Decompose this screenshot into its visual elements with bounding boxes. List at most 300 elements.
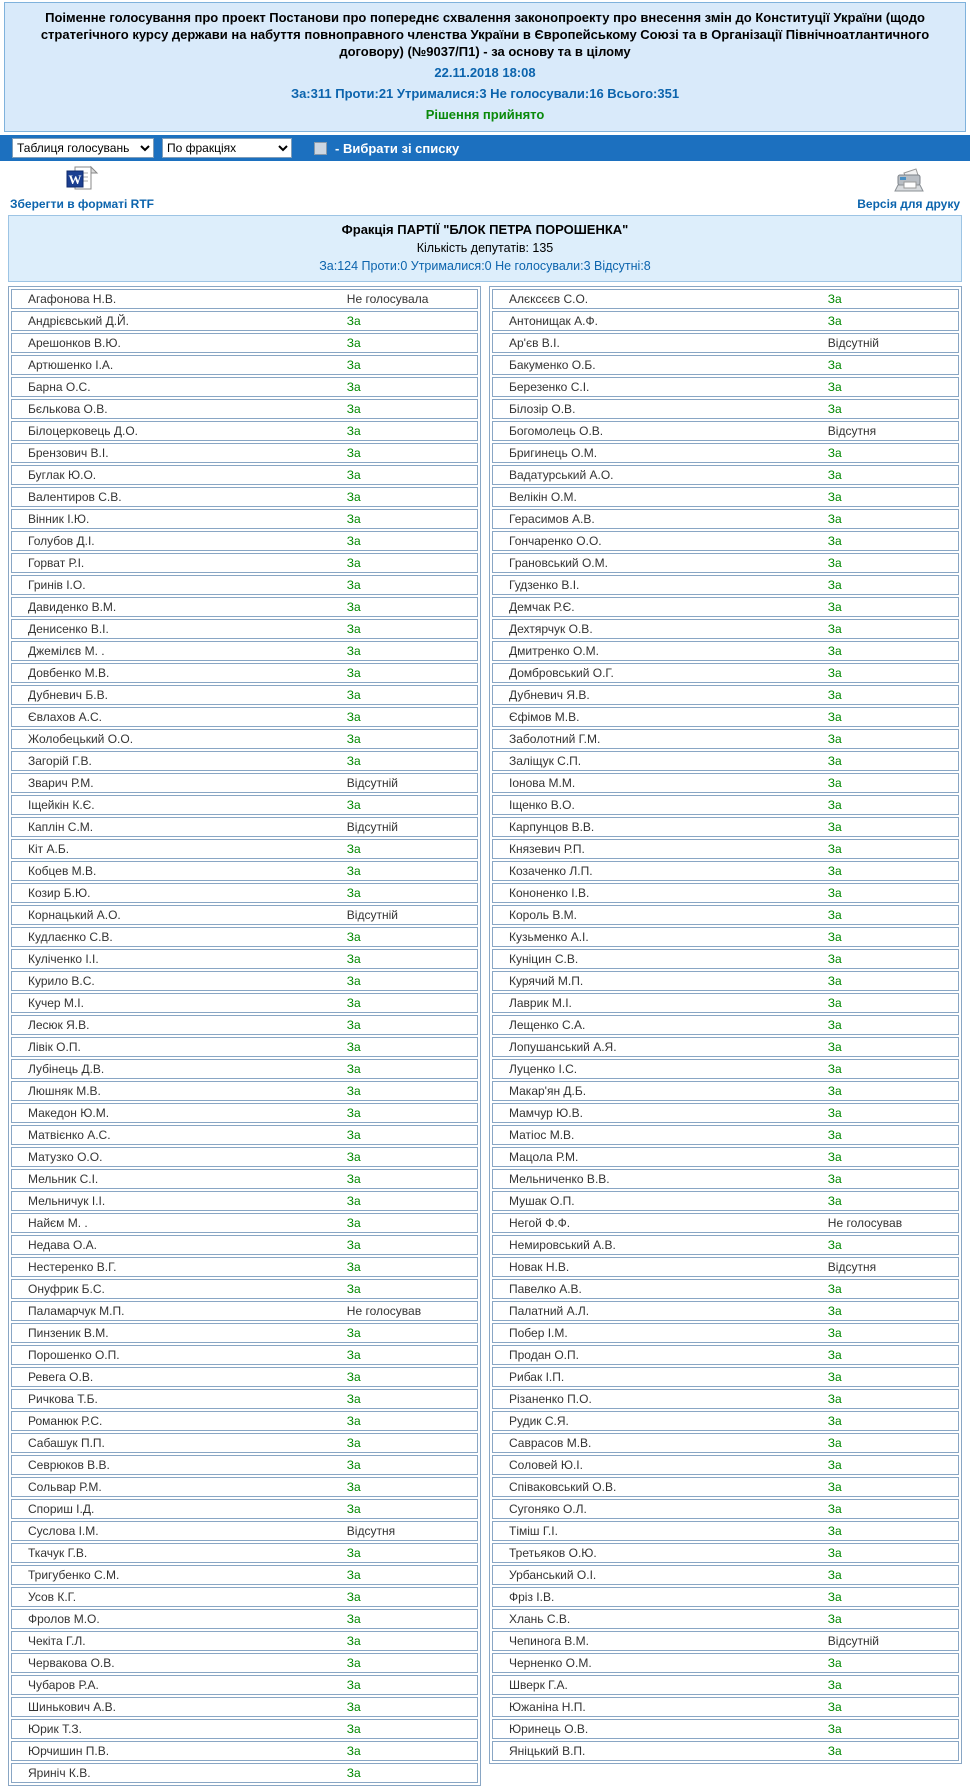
vote-value: За bbox=[346, 1480, 361, 1494]
vote-value: Відсутній bbox=[346, 820, 398, 834]
table-row bbox=[492, 663, 959, 683]
vote-value: За bbox=[827, 1326, 842, 1340]
deputy-name: Джемілєв М. . bbox=[28, 644, 105, 658]
vote-value: За bbox=[827, 1700, 842, 1714]
save-rtf-label: Зберегти в форматі RTF bbox=[10, 197, 155, 211]
table-row bbox=[492, 1697, 959, 1717]
deputy-name: Соловей Ю.І. bbox=[509, 1458, 583, 1472]
vote-value: За bbox=[827, 886, 842, 900]
deputy-name: Куліченко І.І. bbox=[28, 952, 99, 966]
table-row bbox=[11, 1147, 478, 1167]
vote-value: За bbox=[346, 1172, 361, 1186]
vote-value: За bbox=[346, 358, 361, 372]
deputy-name: Южаніна Н.П. bbox=[509, 1700, 586, 1714]
deputy-name: Лівік О.П. bbox=[28, 1040, 81, 1054]
printer-icon bbox=[892, 165, 926, 195]
table-row bbox=[11, 355, 478, 375]
table-row bbox=[492, 1477, 959, 1497]
deputy-name: Артюшенко І.А. bbox=[28, 358, 114, 372]
table-row bbox=[492, 1257, 959, 1277]
table-row bbox=[11, 1389, 478, 1409]
vote-value: За bbox=[827, 490, 842, 504]
vote-value: За bbox=[346, 1744, 361, 1758]
vote-value: За bbox=[346, 336, 361, 350]
table-row bbox=[492, 1367, 959, 1387]
vote-value: За bbox=[827, 1062, 842, 1076]
vote-value: Відсутній bbox=[346, 908, 398, 922]
deputy-name: Сугоняко О.Л. bbox=[509, 1502, 587, 1516]
table-row bbox=[492, 443, 959, 463]
table-row bbox=[492, 1015, 959, 1035]
vote-value: За bbox=[827, 1436, 842, 1450]
vote-value: За bbox=[346, 1656, 361, 1670]
table-row bbox=[492, 1169, 959, 1189]
table-row bbox=[492, 1543, 959, 1563]
vote-value: За bbox=[827, 996, 842, 1010]
deputy-name: Курячий М.П. bbox=[509, 974, 584, 988]
vote-value: За bbox=[827, 1392, 842, 1406]
deputy-name: Македон Ю.М. bbox=[28, 1106, 110, 1120]
table-row bbox=[492, 905, 959, 925]
word-rtf-icon bbox=[65, 165, 99, 195]
table-row bbox=[11, 1653, 478, 1673]
table-row bbox=[11, 1631, 478, 1651]
table-row bbox=[492, 553, 959, 573]
table-row bbox=[492, 1059, 959, 1079]
deputy-name: Єфімов М.В. bbox=[509, 710, 580, 724]
deputy-name: Луценко І.С. bbox=[509, 1062, 578, 1076]
vote-value: За bbox=[346, 1238, 361, 1252]
deputy-name: Березенко С.І. bbox=[509, 380, 590, 394]
vote-value: За bbox=[346, 1106, 361, 1120]
deputy-name: Герасимов А.В. bbox=[509, 512, 595, 526]
vote-value: За bbox=[346, 1326, 361, 1340]
table-row bbox=[492, 1411, 959, 1431]
vote-value: За bbox=[346, 1062, 361, 1076]
deputy-name: Євлахов А.С. bbox=[28, 710, 102, 724]
vote-value: За bbox=[346, 600, 361, 614]
deputy-name: Нестеренко В.Г. bbox=[28, 1260, 117, 1274]
deputy-name: Лопушанський А.Я. bbox=[509, 1040, 617, 1054]
vote-value: За bbox=[346, 1458, 361, 1472]
vote-value: За bbox=[346, 688, 361, 702]
deputy-name: Дехтярчук О.В. bbox=[509, 622, 593, 636]
deputy-name: Паламарчук М.П. bbox=[28, 1304, 125, 1318]
deputy-name: Спориш І.Д. bbox=[28, 1502, 95, 1516]
vote-value: За bbox=[827, 710, 842, 724]
deputy-name: Бєлькова О.В. bbox=[28, 402, 108, 416]
table-row bbox=[492, 597, 959, 617]
table-row bbox=[492, 1521, 959, 1541]
table-row bbox=[492, 861, 959, 881]
vote-value: За bbox=[346, 1502, 361, 1516]
deputy-name: Черненко О.М. bbox=[509, 1656, 592, 1670]
vote-value: За bbox=[346, 1392, 361, 1406]
deputy-name: Севрюков В.В. bbox=[28, 1458, 110, 1472]
table-row bbox=[11, 421, 478, 441]
deputy-name: Тіміш Г.І. bbox=[509, 1524, 558, 1538]
vote-value: За bbox=[827, 468, 842, 482]
vote-value: За bbox=[827, 1744, 842, 1758]
table-row bbox=[492, 1455, 959, 1475]
deputy-name: Ар'єв В.І. bbox=[509, 336, 560, 350]
deputy-name: Загорій Г.В. bbox=[28, 754, 92, 768]
table-row bbox=[11, 839, 478, 859]
vote-value: За bbox=[827, 1546, 842, 1560]
table-row bbox=[492, 377, 959, 397]
deputy-name: Брензович В.І. bbox=[28, 446, 109, 460]
deputy-name: Дмитренко О.М. bbox=[509, 644, 599, 658]
table-row bbox=[492, 575, 959, 595]
vote-value: За bbox=[346, 1348, 361, 1362]
vote-value: За bbox=[827, 820, 842, 834]
vote-value: За bbox=[827, 1128, 842, 1142]
deputy-name: Мельниченко В.В. bbox=[509, 1172, 610, 1186]
table-row bbox=[492, 1675, 959, 1695]
group-by-select[interactable] bbox=[162, 138, 292, 158]
deputy-name: Фролов М.О. bbox=[28, 1612, 100, 1626]
deputy-name: Матузко О.О. bbox=[28, 1150, 103, 1164]
vote-value: За bbox=[827, 908, 842, 922]
table-row bbox=[11, 1257, 478, 1277]
vote-value: За bbox=[346, 1040, 361, 1054]
vote-value: За bbox=[827, 622, 842, 636]
deputy-name: Мацола Р.М. bbox=[509, 1150, 579, 1164]
deputy-name: Заболотний Г.М. bbox=[509, 732, 601, 746]
vote-value: За bbox=[827, 600, 842, 614]
deputy-name: Матвієнко А.С. bbox=[28, 1128, 111, 1142]
table-row bbox=[11, 1191, 478, 1211]
deputy-name: Алєксєєв С.О. bbox=[509, 292, 589, 306]
vote-value: За bbox=[346, 1150, 361, 1164]
deputy-name: Князевич Р.П. bbox=[509, 842, 585, 856]
table-row bbox=[492, 1103, 959, 1123]
deputy-name: Юринець О.В. bbox=[509, 1722, 589, 1736]
table-row bbox=[11, 289, 478, 309]
vote-value: За bbox=[346, 754, 361, 768]
table-row bbox=[11, 553, 478, 573]
table-row bbox=[11, 971, 478, 991]
vote-value: За bbox=[346, 490, 361, 504]
table-row bbox=[11, 751, 478, 771]
vote-value: За bbox=[346, 1766, 361, 1780]
vote-value: Не голосував bbox=[827, 1216, 903, 1230]
table-row bbox=[492, 1389, 959, 1409]
deputy-name: Вадатурський А.О. bbox=[509, 468, 614, 482]
table-row bbox=[492, 927, 959, 947]
vote-value: Відсутній bbox=[827, 336, 879, 350]
table-row bbox=[492, 333, 959, 353]
deputy-name: Арешонков В.Ю. bbox=[28, 336, 121, 350]
deputy-name: Ричкова Т.Б. bbox=[28, 1392, 98, 1406]
table-row bbox=[11, 531, 478, 551]
faction-header bbox=[8, 215, 962, 282]
vote-value: За bbox=[827, 446, 842, 460]
deputy-name: Фріз І.В. bbox=[509, 1590, 555, 1604]
deputy-name: Іщейкін К.Є. bbox=[28, 798, 95, 812]
vote-value: За bbox=[827, 1502, 842, 1516]
table-row bbox=[492, 1433, 959, 1453]
actions-strip bbox=[0, 161, 970, 213]
deputy-name: Жолобецький О.О. bbox=[28, 732, 134, 746]
vote-value: За bbox=[346, 1700, 361, 1714]
vote-value: За bbox=[827, 402, 842, 416]
table-row bbox=[11, 1741, 478, 1761]
vote-value: За bbox=[827, 1612, 842, 1626]
table-mode-select[interactable] bbox=[12, 138, 154, 158]
vote-value: За bbox=[827, 1524, 842, 1538]
table-row bbox=[11, 663, 478, 683]
deputy-name: Буглак Ю.О. bbox=[28, 468, 97, 482]
table-row bbox=[492, 751, 959, 771]
deputy-name: Антонищак А.Ф. bbox=[509, 314, 598, 328]
table-row bbox=[11, 1367, 478, 1387]
vote-value: За bbox=[346, 1590, 361, 1604]
table-row bbox=[11, 1037, 478, 1057]
deputy-name: Козир Б.Ю. bbox=[28, 886, 91, 900]
deputy-name: Суслова І.М. bbox=[28, 1524, 99, 1538]
vote-value: За bbox=[346, 952, 361, 966]
table-row bbox=[492, 773, 959, 793]
deputy-name: Усов К.Г. bbox=[28, 1590, 77, 1604]
vote-value: За bbox=[827, 512, 842, 526]
deputy-name: Саврасов М.В. bbox=[509, 1436, 592, 1450]
deputy-name: Андрієвський Д.Й. bbox=[28, 314, 129, 328]
vote-value: За bbox=[827, 1678, 842, 1692]
deputy-name: Горват Р.І. bbox=[28, 556, 85, 570]
vote-value: За bbox=[346, 930, 361, 944]
vote-value: За bbox=[346, 578, 361, 592]
deputy-name: Лаврик М.І. bbox=[509, 996, 572, 1010]
table-row bbox=[492, 1741, 959, 1761]
table-row bbox=[11, 465, 478, 485]
table-row bbox=[11, 1345, 478, 1365]
toolbar bbox=[0, 135, 970, 161]
deputy-name: Богомолець О.В. bbox=[509, 424, 604, 438]
vote-value: За bbox=[827, 1194, 842, 1208]
deputy-name: Продан О.П. bbox=[509, 1348, 579, 1362]
deputy-name: Гончаренко О.О. bbox=[509, 534, 602, 548]
table-row bbox=[11, 795, 478, 815]
vote-value: За bbox=[827, 1304, 842, 1318]
vote-value: За bbox=[827, 358, 842, 372]
vote-value: За bbox=[346, 1128, 361, 1142]
table-row bbox=[11, 861, 478, 881]
vote-value: За bbox=[346, 556, 361, 570]
deputy-name: Білоцерковець Д.О. bbox=[28, 424, 138, 438]
vote-value: Не голосувала bbox=[346, 292, 429, 306]
vote-value: За bbox=[827, 754, 842, 768]
vote-value: За bbox=[827, 1568, 842, 1582]
deputy-name: Найєм М. . bbox=[28, 1216, 88, 1230]
vote-value: За bbox=[346, 1216, 361, 1230]
table-row bbox=[11, 399, 478, 419]
deputy-name: Ревега О.В. bbox=[28, 1370, 94, 1384]
table-row bbox=[492, 1499, 959, 1519]
vote-totals: За:311 Проти:21 Утрималися:3 Не голосували:16 Всього:351 bbox=[290, 86, 680, 101]
table-row bbox=[492, 729, 959, 749]
vote-value: За bbox=[346, 468, 361, 482]
choose-from-list-checkbox[interactable] bbox=[314, 142, 327, 155]
deputy-name: Кудлаєнко С.В. bbox=[28, 930, 113, 944]
table-row bbox=[11, 619, 478, 639]
table-row bbox=[492, 421, 959, 441]
deputy-name: Чекіта Г.Л. bbox=[28, 1634, 86, 1648]
table-row bbox=[11, 1719, 478, 1739]
deputy-name: Грановський О.М. bbox=[509, 556, 608, 570]
table-row bbox=[492, 1609, 959, 1629]
vote-value: За bbox=[346, 622, 361, 636]
deputy-name: Яриніч К.В. bbox=[28, 1766, 91, 1780]
vote-value: За bbox=[827, 556, 842, 570]
vote-value: Відсутня bbox=[827, 1260, 877, 1274]
table-row bbox=[11, 1675, 478, 1695]
deputy-name: Білозір О.В. bbox=[509, 402, 576, 416]
vote-value: За bbox=[346, 1370, 361, 1384]
faction-count: Кількість депутатів: 135 bbox=[416, 241, 554, 255]
table-row bbox=[11, 1499, 478, 1519]
votes-table bbox=[8, 286, 962, 1786]
vote-value: За bbox=[827, 292, 842, 306]
table-row bbox=[492, 1081, 959, 1101]
deputy-name: Каплін С.М. bbox=[28, 820, 94, 834]
deputy-name: Романюк Р.С. bbox=[28, 1414, 103, 1428]
deputy-name: Мушак О.П. bbox=[509, 1194, 575, 1208]
table-row bbox=[11, 707, 478, 727]
deputy-name: Кононенко І.В. bbox=[509, 886, 590, 900]
deputy-name: Хлань С.В. bbox=[509, 1612, 571, 1626]
vote-value: За bbox=[827, 1282, 842, 1296]
table-row bbox=[11, 773, 478, 793]
deputy-name: Денисенко В.І. bbox=[28, 622, 109, 636]
print-link[interactable] bbox=[857, 165, 960, 211]
deputy-name: Лещенко С.А. bbox=[509, 1018, 586, 1032]
deputy-name: Домбровський О.Г. bbox=[509, 666, 614, 680]
deputy-name: Шинькович А.В. bbox=[28, 1700, 116, 1714]
deputy-name: Агафонова Н.В. bbox=[28, 292, 117, 306]
vote-value: За bbox=[827, 688, 842, 702]
vote-summary-panel bbox=[4, 2, 966, 132]
table-row bbox=[11, 1081, 478, 1101]
table-row bbox=[492, 1345, 959, 1365]
table-row bbox=[492, 1125, 959, 1145]
deputy-name: Козаченко Л.П. bbox=[509, 864, 593, 878]
table-row bbox=[11, 1543, 478, 1563]
table-row bbox=[11, 927, 478, 947]
table-row bbox=[492, 883, 959, 903]
votes-column-right bbox=[489, 286, 962, 1764]
vote-value: За bbox=[827, 952, 842, 966]
save-rtf-link[interactable] bbox=[10, 165, 154, 211]
deputy-name: Карпунцов В.В. bbox=[509, 820, 595, 834]
table-row bbox=[492, 971, 959, 991]
vote-value: За bbox=[346, 710, 361, 724]
deputy-name: Третьяков О.Ю. bbox=[509, 1546, 597, 1560]
table-row bbox=[492, 289, 959, 309]
vote-value: За bbox=[827, 1458, 842, 1472]
table-row bbox=[492, 1213, 959, 1233]
vote-value: За bbox=[346, 1436, 361, 1450]
vote-value: За bbox=[827, 380, 842, 394]
vote-value: За bbox=[346, 798, 361, 812]
vote-value: За bbox=[827, 1018, 842, 1032]
vote-value: За bbox=[827, 1722, 842, 1736]
deputy-name: Юрчишин П.В. bbox=[28, 1744, 110, 1758]
table-row bbox=[492, 1191, 959, 1211]
vote-value: За bbox=[827, 1414, 842, 1428]
deputy-name: Урбанський О.І. bbox=[509, 1568, 597, 1582]
vote-value: За bbox=[346, 1546, 361, 1560]
deputy-name: Лубінець Д.В. bbox=[28, 1062, 105, 1076]
deputy-name: Кобцев М.В. bbox=[28, 864, 97, 878]
vote-value: За bbox=[827, 798, 842, 812]
table-row bbox=[492, 1235, 959, 1255]
vote-value: За bbox=[827, 776, 842, 790]
table-row bbox=[11, 993, 478, 1013]
table-row bbox=[11, 949, 478, 969]
deputy-name: Палатний А.Л. bbox=[509, 1304, 590, 1318]
vote-value: Відсутній bbox=[827, 1634, 879, 1648]
vote-value: За bbox=[827, 864, 842, 878]
vote-value: За bbox=[827, 1172, 842, 1186]
deputy-name: Чепинога В.М. bbox=[509, 1634, 589, 1648]
vote-value: За bbox=[346, 402, 361, 416]
vote-value: Не голосував bbox=[346, 1304, 422, 1318]
vote-value: За bbox=[827, 1150, 842, 1164]
vote-value: За bbox=[827, 534, 842, 548]
table-row bbox=[492, 1037, 959, 1057]
table-row bbox=[492, 487, 959, 507]
deputy-name: Павелко А.В. bbox=[509, 1282, 582, 1296]
vote-value: За bbox=[346, 534, 361, 548]
deputy-name: Мельник С.І. bbox=[28, 1172, 99, 1186]
deputy-name: Довбенко М.В. bbox=[28, 666, 110, 680]
table-row bbox=[11, 1301, 478, 1321]
table-row bbox=[11, 1609, 478, 1629]
vote-value: За bbox=[346, 512, 361, 526]
vote-value: Відсутня bbox=[827, 424, 877, 438]
vote-value: За bbox=[346, 1612, 361, 1626]
vote-value: За bbox=[827, 578, 842, 592]
table-row bbox=[492, 993, 959, 1013]
table-row bbox=[492, 795, 959, 815]
table-row bbox=[11, 509, 478, 529]
table-row bbox=[11, 1433, 478, 1453]
table-row bbox=[492, 641, 959, 661]
table-row bbox=[492, 465, 959, 485]
table-row bbox=[11, 443, 478, 463]
table-row bbox=[11, 1169, 478, 1189]
table-row bbox=[492, 1323, 959, 1343]
deputy-name: Бакуменко О.Б. bbox=[509, 358, 596, 372]
table-row bbox=[11, 1059, 478, 1079]
deputy-name: Гринів І.О. bbox=[28, 578, 86, 592]
deputy-name: Побер І.М. bbox=[509, 1326, 568, 1340]
vote-value: За bbox=[346, 666, 361, 680]
vote-value: За bbox=[346, 1634, 361, 1648]
vote-value: Відсутній bbox=[346, 776, 398, 790]
deputy-name: Співаковський О.В. bbox=[509, 1480, 617, 1494]
deputy-name: Кіт А.Б. bbox=[28, 842, 70, 856]
deputy-name: Кузьменко А.І. bbox=[509, 930, 589, 944]
table-row bbox=[11, 1587, 478, 1607]
deputy-name: Юрик Т.З. bbox=[28, 1722, 82, 1736]
vote-value: За bbox=[827, 842, 842, 856]
svg-text:W: W bbox=[68, 172, 82, 187]
deputy-name: Немировський А.В. bbox=[509, 1238, 616, 1252]
deputy-name: Курило В.С. bbox=[28, 974, 95, 988]
vote-value: За bbox=[346, 1568, 361, 1582]
